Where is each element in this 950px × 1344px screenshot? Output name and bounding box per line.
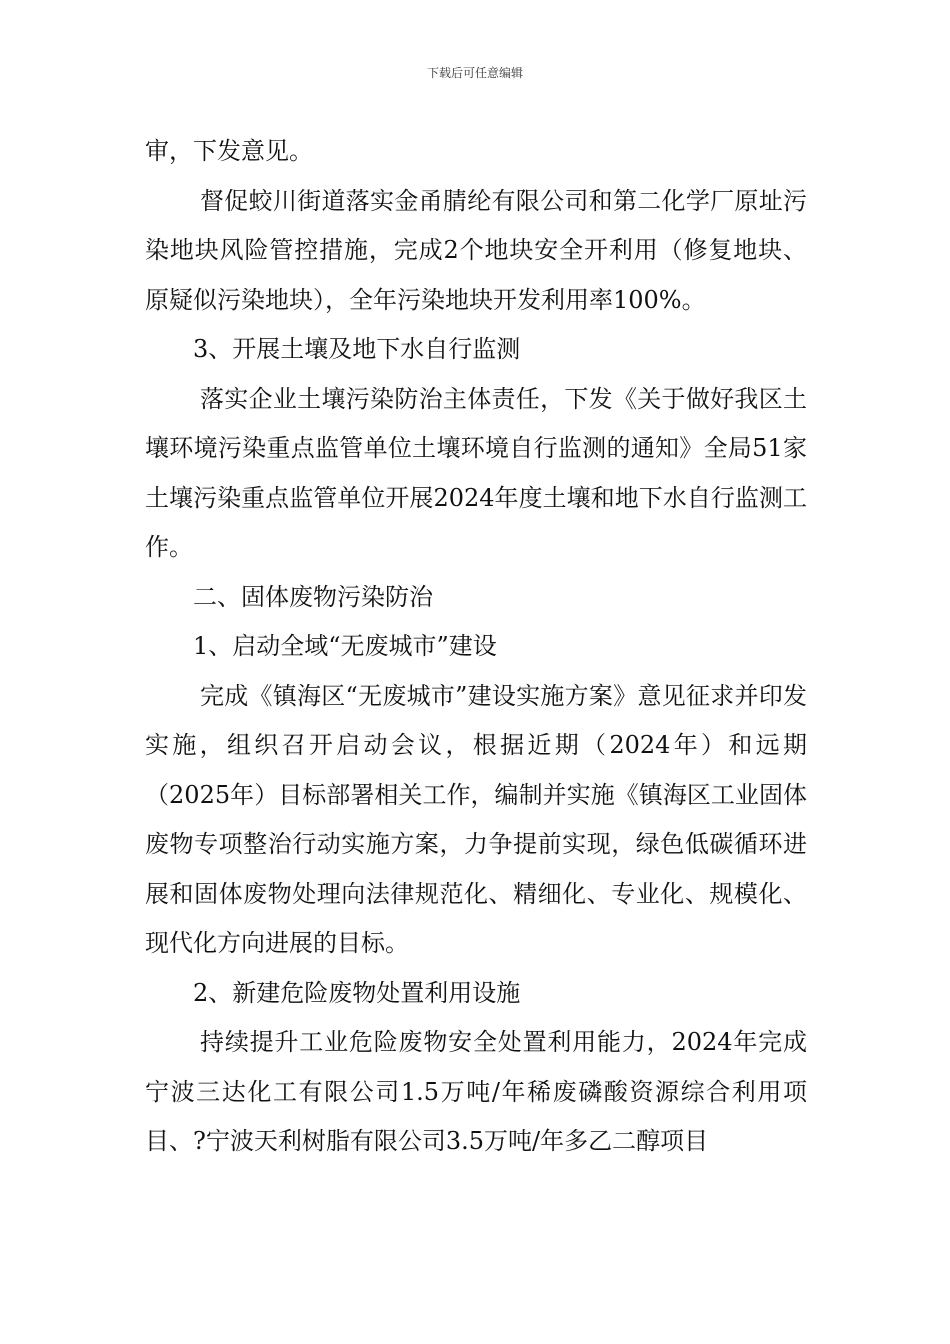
heading-zero-waste-city: 1、启动全域“无废城市”建设 xyxy=(193,632,497,660)
heading-soil-groundwater-monitoring: 3、开展土壤及地下水自行监测 xyxy=(193,335,521,363)
paragraph-continuation: 审，下发意见。 xyxy=(145,137,313,165)
heading-solid-waste: 二、固体废物污染防治 xyxy=(193,582,433,611)
paragraph-hazardous-waste: 持续提升工业危险废物安全处置利用能力，2024年完成宁波三达化工有限公司1.5万吨/年稀废磷酸资源综合利用项目、?宁波天利树脂有限公司3.5万吨/年多乙二醇项目 xyxy=(145,1028,807,1155)
document-body xyxy=(145,127,807,1167)
heading-hazardous-waste-facilities: 2、新建危险废物处置利用设施 xyxy=(193,978,521,1007)
paragraph-soil-monitoring: 落实企业土壤污染防治主体责任，下发《关于做好我区土壤环境污染重点监管单位土壤环境自行监测的通知》全局51家土壤污染重点监管单位开展2024年度土壤和地下水自行监测工作。 xyxy=(145,384,807,561)
paragraph-zero-waste-city: 完成《镇海区“无废城市”建设实施方案》意见征求并印发实施，组织召开启动会议，根据近期（2024年）和远期（2025年）目标部署相关工作，编制并实施《镇海区工业固体废物专项整治行动实施方案，力争提前实现，绿色低碳循环进展和固体废物处理向法律规范化、精细化、专业化、规模化、现代化方向进展的目标。 xyxy=(145,681,807,957)
paragraph-site-remediation: 督促蛟川街道落实金甬腈纶有限公司和第二化学厂原址污染地块风险管控措施，完成2个地块安全开利用（修复地块、原疑似污染地块），全年污染地块开发利用率100%。 xyxy=(145,186,807,314)
page-header: 下载后可任意编辑 xyxy=(426,66,523,80)
